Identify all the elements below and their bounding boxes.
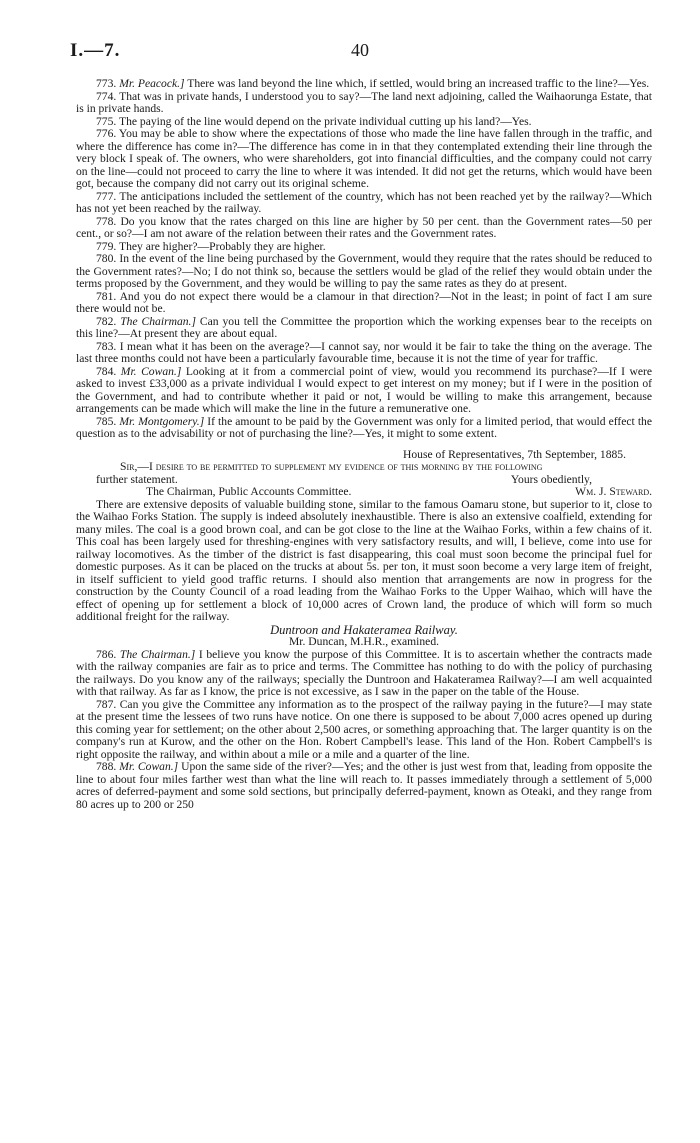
question-text: If the amount to be paid by the Government was only for a limited period, that would effect the question as to the advisability or not of purchasing the line?—Yes, it might to some extent. [76,414,652,440]
witness-heading: Mr. Duncan, M.H.R., examined. [288,635,440,648]
letter-signature-row [76,486,652,499]
evidence-question [76,649,652,699]
evidence-question [76,253,652,291]
question-number: 774. [96,89,117,103]
question-number: 780. [96,252,117,265]
question-number: 783. [96,339,117,353]
question-number: 784. [96,364,117,378]
question-speaker: The Chairman.] [120,314,196,328]
question-number: 788. [96,760,117,773]
document-body [76,78,652,811]
question-text: In the event of the line being purchased by the Government, would they require that the rates should be reduced to the Government rates?—No; I do not think so, because the settlers would be glad of the relief they would obtain under the terms proposed by the Government, and they would be willing to pay the same rates as they do at present. [76,252,652,290]
evidence-section-a [76,78,652,441]
question-text: Can you give the Committee any information as to the prospect of the railway paying in the future?—I may state at the present time the lessees of two runs have notice. On one there is supposed to be about 7,000 acres opened up during this coming year for settlement; on the other about 2,500 acres, or something approaching that. The larger quantity is on the company's run at Kurow, and the other on the Hon. Robert Campbell's lease. This land of the Hon. Robert Campbell's is right opposite the railway, and within about a mile or a mile and a quarter of the line. [76,697,653,761]
letter-opening: Sir,—I desire to be permitted to supplement my evidence of this morning by the following [120,460,543,473]
evidence-question [76,316,652,341]
question-number: 775. [96,114,117,128]
letter-signature: Wm. J. Steward. [575,485,652,498]
question-text: The paying of the line would depend on the private individual cutting up his land?—Yes. [119,114,532,128]
evidence-question [76,291,652,316]
question-number: 779. [96,239,117,253]
evidence-question [76,366,652,416]
question-number: 785. [96,414,117,428]
question-speaker: Mr. Cowan.] [119,760,179,773]
question-text: They are higher?—Probably they are higher. [119,239,326,253]
evidence-section-b [76,649,652,812]
question-text: There was land beyond the line which, if settled, would bring an increased traffic to the line?—Yes. [187,77,650,90]
letter-place-date: House of Representatives, 7th September, 1885. [403,447,626,461]
evidence-question [76,191,652,216]
question-text: And you do not expect there would be a clamour in that direction?—Not in the least; in point of fact I am sure there would not be. [76,289,653,315]
evidence-question [76,699,652,762]
page-header [70,40,650,64]
question-text: The anticipations included the settlement of the country, which has not been reached yet by the railway?—Which has not yet been reached by the railway. [76,189,652,215]
question-number: 777. [96,189,117,203]
letter-opening-end: further statement. [96,472,178,486]
question-text: Upon the same side of the river?—Yes; and the other is just west from that, leading from opposite the line to about four miles farther west than what the line will reach to. It passes immediately through a settlement of 5,000 acres of deferred-payment and some sold sections, but principally deferred-payment, known as Oteaki, and they range from 80 acres up to 200 or 250 [76,760,652,811]
page-reference: I.—7. [70,40,121,61]
question-speaker: Mr. Cowan.] [120,364,182,378]
page-number: 40 [351,40,369,60]
question-text: That was in private hands, I understood you to say?—The land next adjoining, called the Waihaorunga Estate, that is in private hands. [76,89,652,115]
question-number: 778. [96,214,117,228]
question-number: 786. [96,647,117,661]
question-number: 773. [96,77,117,90]
letter-closing: Yours obediently, [510,472,592,486]
question-number: 776. [96,127,117,140]
evidence-question [76,128,652,191]
evidence-question [76,761,652,811]
question-text: Looking at it from a commercial point of view, would you recommend its purchase?—If I were asked to invest £33,000 as a private individual I would expect to get interest on my money; but if I were in the position of the Government, and had to contribute whether it paid or not, I would be willing to make this arrangement, because arrangements can be made which will make the line in the future a remunerative one. [76,364,652,415]
question-number: 781. [96,289,117,303]
question-speaker: The Chairman.] [119,647,196,661]
question-speaker: Mr. Montgomery.] [119,414,205,428]
question-text: I mean what it has been on the average?—I cannot say, nor would it be fair to take the thing on the average. The last three months could not have been a particularly favourable time, because it is not the time of year for traffic. [76,339,652,365]
question-text: You may be able to show where the expectations of those who made the line have fallen through in the traffic, and where the difference has come in?—The difference has come in in that they contemplated extending their line through the very block I speak of. The owners, who were shareholders, got into financial difficulties, and the company could not carry on the line—could not proceed to carry the line to where it was intended. It did not get the returns, which would have been got, because the company did not carry out its original scheme. [76,127,652,190]
letter-addressee: The Chairman, Public Accounts Committee. [146,485,352,498]
question-text: Can you tell the Committee the proportion which the working expenses bear to the receipts on this line?—At present they are about equal. [76,314,652,340]
question-text: Do you know that the rates charged on this line are higher by 50 per cent. than the Government rates—50 per cent., or so?—I am not aware of the relation between their rates and the Government rates. [76,214,652,240]
evidence-question [76,91,652,116]
section-title: Duntroon and Hakateramea Railway. [270,622,458,637]
evidence-question [76,416,652,441]
question-speaker: Mr. Peacock.] [119,77,185,90]
letter-body: There are extensive deposits of valuable building stone, similar to the famous Oamaru stone, but superior to it, close to the Waihao Forks Station. The supply is indeed absolutely inexhaustible. There is also an extensive coalfield, extending for many miles. The coal is a good brown coal, and can be got close to the line at the Waihao Forks, within a few chains of it. This coal has been largely used for threshing-engines with very satisfactory results, and will, I believe, come into use for railway locomotives. As the timber of the district is fast disappearing, this coal must soon become the principal fuel for domestic purposes. As it can be placed on the trucks at about 5s. per ton, it must soon become a very large item of freight, in itself sufficient to yield good traffic returns. I should also mention that arrangements are now in progress for the construction by the County Council of a road leading from the Waihao Forks to the Upper Waihao, which will have the effect of opening up for settlement a block of 10,000 acres of Crown land, the produce of which will form so much additional freight for the railway. [76,497,652,623]
question-number: 782. [96,314,117,328]
evidence-question [76,216,652,241]
question-text: I believe you know the purpose of this Committee. It is to ascertain whether the contracts made with the railway companies are fair as to price and terms. The Committee has nothing to do with the policy of purchasing the railways. Do you know any of the railways; specially the Duntroon and Hakateramea Railway?—I am well acquainted with that railway. As far as I know, the price is not excessive, as I saw in the paper on the table of the House. [76,647,652,698]
evidence-question [76,341,652,366]
question-number: 787. [96,697,117,711]
